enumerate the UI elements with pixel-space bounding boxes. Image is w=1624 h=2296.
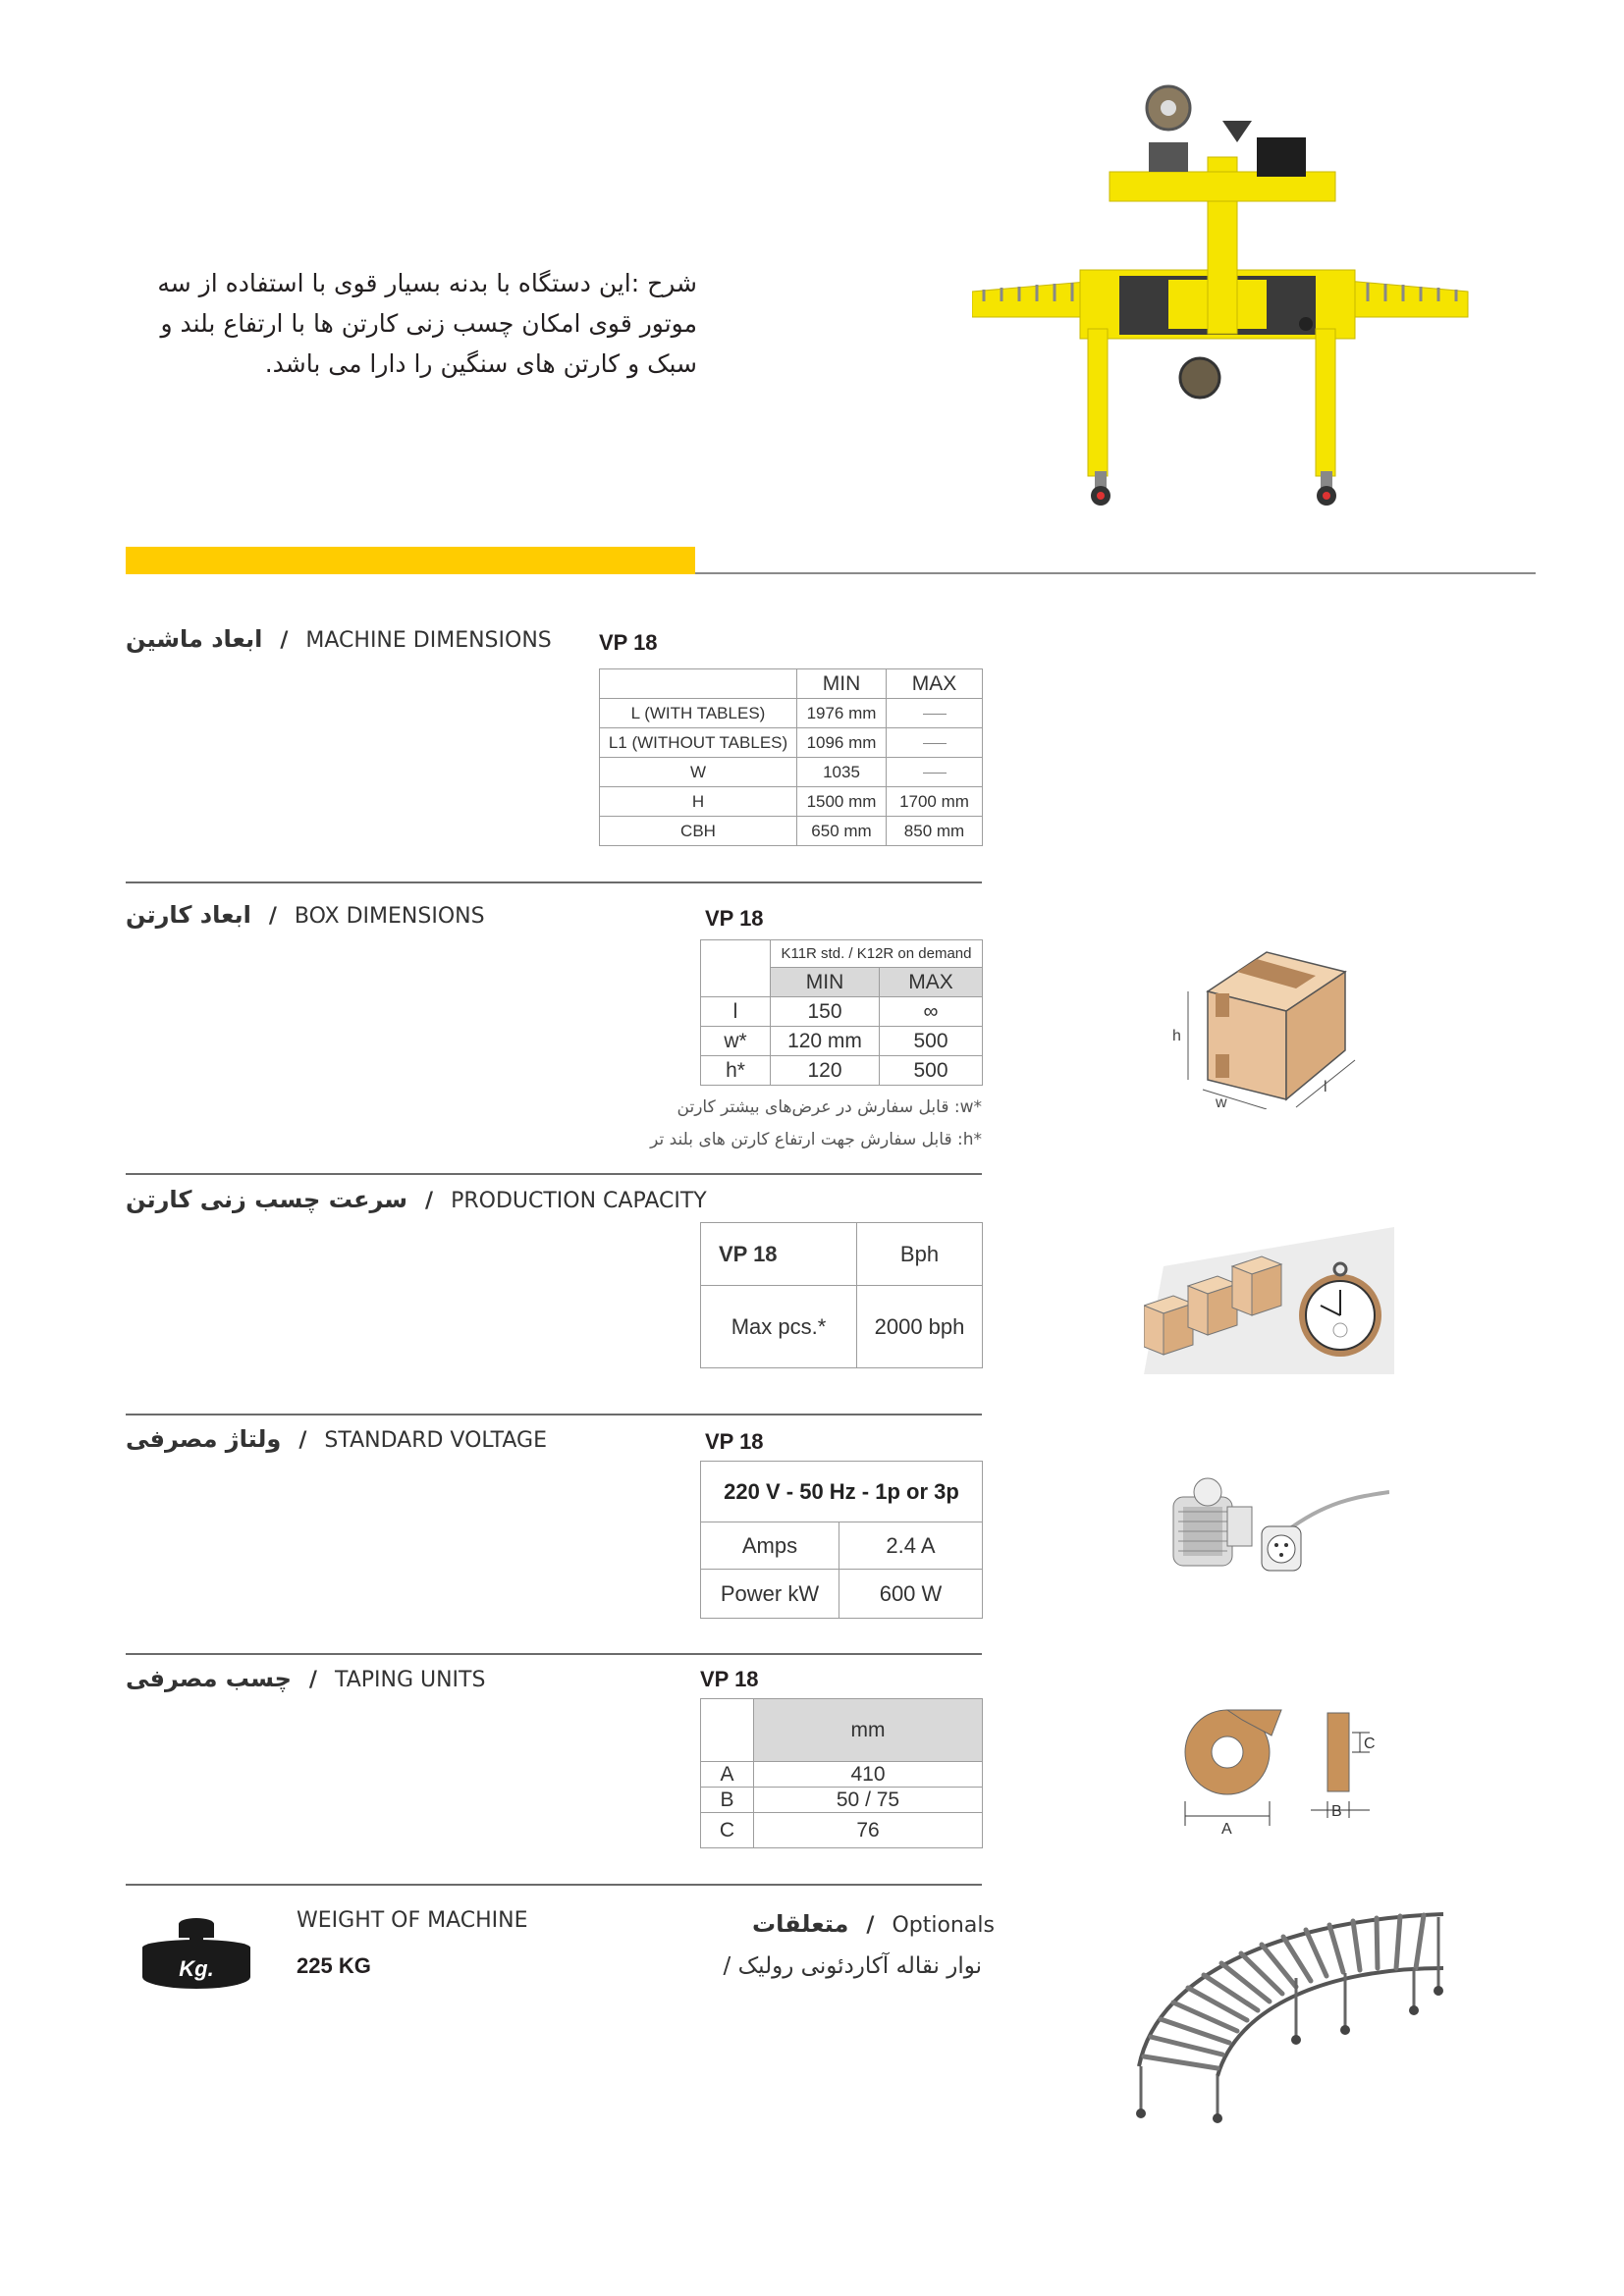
- fig-label-w: w: [1216, 1095, 1227, 1109]
- table-row: C 76: [701, 1813, 983, 1848]
- dash-placeholder: [923, 773, 947, 774]
- table-row: Power kW 600 W: [701, 1570, 983, 1619]
- capacity-figure: [1144, 1227, 1394, 1374]
- fig-label-b: B: [1331, 1803, 1342, 1820]
- optionals-item: نوار نقاله آکاردئونی رولیک /: [723, 1953, 982, 1979]
- fig-label-a: A: [1221, 1821, 1232, 1836]
- standard-voltage-title: ولتاژ مصرفی / STANDARD VOLTAGE: [126, 1425, 547, 1453]
- standard-voltage-model: VP 18: [705, 1429, 764, 1454]
- table-row: L (WITH TABLES) 1976 mm: [600, 699, 983, 728]
- production-capacity-table: [700, 1222, 983, 1368]
- table-row: h* 120 500: [701, 1056, 983, 1086]
- roller-conveyor-figure: [1119, 1880, 1453, 2125]
- machine-dimensions-table: [599, 668, 983, 846]
- header-max: MAX: [880, 968, 983, 997]
- table-row: L1 (WITHOUT TABLES) 1096 mm: [600, 728, 983, 758]
- header-divider: [695, 572, 1536, 574]
- table-row: W 1035: [600, 758, 983, 787]
- standard-voltage-table: [700, 1461, 983, 1619]
- table-subheader: K11R std. / K12R on demand: [771, 940, 983, 968]
- taping-units-table: [700, 1698, 983, 1848]
- box-note-w: *w: قابل سفارش در عرض‌های بیشتر کارتن: [677, 1097, 982, 1117]
- table-row: w* 120 mm 500: [701, 1027, 983, 1056]
- machine-dimensions-title: ابعاد ماشین / MACHINE DIMENSIONS: [126, 625, 552, 653]
- section-divider: [126, 1653, 982, 1655]
- weight-icon: [135, 1914, 258, 1993]
- capacity-model: VP 18: [701, 1223, 857, 1286]
- voltage-spec: 220 V - 50 Hz - 1p or 3p: [701, 1462, 983, 1522]
- table-row: CBH 650 mm 850 mm: [600, 817, 983, 846]
- machine-image: [972, 83, 1473, 515]
- section-divider: [126, 881, 982, 883]
- accent-bar: [126, 547, 695, 574]
- table-row: B 50 / 75: [701, 1788, 983, 1813]
- table-row: H 1500 mm 1700 mm: [600, 787, 983, 817]
- weight-icon-text: Kg.: [179, 1956, 214, 1981]
- optionals-title: متعلقات / Optionals: [752, 1910, 995, 1938]
- section-divider: [126, 1173, 982, 1175]
- machine-description: شرح :این دستگاه با بدنه بسیار قوی با استفاده از سه موتور قوی امکان چسب زنی کارتن ها با ارتفاع بلند و سبک و کارتن های سنگین را دارا می باشد.: [157, 269, 697, 378]
- table-row: Max pcs.* 2000 bph: [701, 1286, 983, 1368]
- header-max: MAX: [887, 669, 983, 699]
- header-min: MIN: [771, 968, 880, 997]
- box-figure: [1168, 942, 1365, 1109]
- tape-roll-figure: [1183, 1708, 1399, 1836]
- header-min: MIN: [797, 669, 887, 699]
- machine-dimensions-model: VP 18: [599, 630, 658, 655]
- motor-plug-figure: [1168, 1463, 1389, 1600]
- fig-label-l: l: [1324, 1079, 1327, 1095]
- taping-units-model: VP 18: [700, 1667, 759, 1691]
- box-note-h: *h: قابل سفارش جهت ارتفاع کارتن های بلند تر: [650, 1130, 982, 1149]
- box-dimensions-title: ابعاد کارتن / BOX DIMENSIONS: [126, 901, 485, 929]
- weight-value: 225 KG: [297, 1953, 371, 1978]
- table-row: l 150 ∞: [701, 997, 983, 1027]
- header-unit: mm: [754, 1699, 983, 1762]
- dash-placeholder: [923, 743, 947, 744]
- box-dimensions-table: [700, 939, 983, 1086]
- section-divider: [126, 1414, 982, 1415]
- box-dimensions-model: VP 18: [705, 906, 764, 931]
- section-divider: [126, 1884, 982, 1886]
- fig-label-c: C: [1364, 1735, 1376, 1752]
- weight-title: WEIGHT OF MACHINE: [297, 1908, 528, 1933]
- dash-placeholder: [923, 714, 947, 715]
- production-capacity-title: سرعت چسب زنی کارتن / PRODUCTION CAPACITY: [126, 1186, 707, 1213]
- capacity-unit: Bph: [857, 1223, 983, 1286]
- fig-label-h: h: [1172, 1028, 1181, 1044]
- table-row: A 410: [701, 1762, 983, 1788]
- table-row: Amps 2.4 A: [701, 1522, 983, 1570]
- taping-units-title: چسب مصرفی / TAPING UNITS: [126, 1665, 486, 1692]
